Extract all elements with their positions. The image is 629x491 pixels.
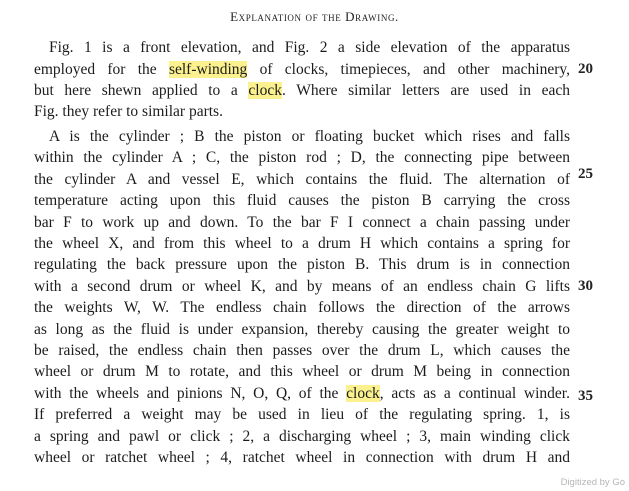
line-number: 25	[578, 166, 593, 182]
text-segment: Fig. 1 is a front elevation, and Fig. 2 a side elevation of the apparatus	[49, 39, 570, 56]
text-line	[34, 37, 570, 58]
text-line	[34, 126, 570, 147]
text-line	[34, 169, 570, 190]
text-line	[34, 404, 570, 425]
text-segment: wheel or drum M to rotate, and this wheel or drum M being in connection	[34, 363, 570, 380]
text-line	[34, 447, 570, 468]
digitized-watermark: Digitized by Go	[560, 477, 625, 488]
text-line	[34, 59, 570, 80]
text-segment: regulating the back pressure upon the piston B. This drum is in connection	[34, 256, 570, 273]
text-segment: wheel or ratchet wheel ; 4, ratchet wheel in connection with drum H and	[34, 449, 570, 466]
highlighted-term: self-winding	[168, 61, 248, 78]
text-segment: employed for the	[34, 61, 169, 78]
text-segment: A is the cylinder ; B the piston or floating bucket which rises and falls	[49, 128, 570, 145]
text-line	[34, 340, 570, 361]
text-segment: bar F to work up and down. To the bar F I connect a chain passing under	[34, 214, 570, 231]
text-line	[34, 233, 570, 254]
text-line	[34, 319, 570, 340]
text-segment: If preferred a weight may be used in lieu of the regulating spring. 1, is	[34, 406, 570, 423]
text-line	[34, 361, 570, 382]
line-number: 35	[578, 388, 593, 404]
text-segment: with the wheels and pinions N, O, Q, of the	[34, 385, 347, 402]
highlighted-term: clock	[346, 385, 380, 402]
text-line	[34, 254, 570, 275]
text-segment: Fig. they refer to similar parts.	[34, 103, 223, 120]
line-number: 30	[578, 278, 593, 294]
text-segment: . Where similar letters are used in each	[282, 82, 570, 99]
section-heading: Explanation of the Drawing.	[230, 9, 399, 24]
text-segment: the cylinder A and vessel E, which contains the fluid. The alternation of	[34, 171, 570, 188]
text-segment: be raised, the endless chain then passes over the drum L, which causes the	[34, 342, 570, 359]
text-segment: as long as the fluid is under expansion, thereby causing the greater weight to	[34, 321, 570, 338]
text-line	[34, 276, 570, 297]
text-line	[34, 147, 570, 168]
text-line	[34, 383, 570, 404]
text-line	[34, 212, 570, 233]
text-segment: within the cylinder A ; C, the piston rod ; D, the connecting pipe between	[34, 149, 570, 166]
text-segment: the weights W, W. The endless chain follows the direction of the arrows	[34, 299, 570, 316]
text-segment: but here shewn applied to a	[34, 82, 249, 99]
text-segment: the wheel X, and from this wheel to a drum H which contains a spring for	[34, 235, 570, 252]
text-segment: with a second drum or wheel K, and by means of an endless chain G lifts	[34, 278, 570, 295]
text-segment: , acts as a continual winder.	[379, 385, 570, 402]
text-segment: a spring and pawl or click ; 2, a discharging wheel ; 3, main winding click	[34, 428, 570, 445]
text-line	[34, 426, 570, 447]
text-line	[34, 297, 570, 318]
text-line	[34, 80, 570, 101]
line-number: 20	[578, 61, 593, 77]
text-segment: of clocks, timepieces, and other machinery,	[247, 61, 570, 78]
text-line	[34, 101, 570, 122]
text-segment: temperature acting upon this fluid causes the piston B carrying the cross	[34, 192, 570, 209]
text-line	[34, 190, 570, 211]
highlighted-term: clock	[248, 82, 282, 99]
